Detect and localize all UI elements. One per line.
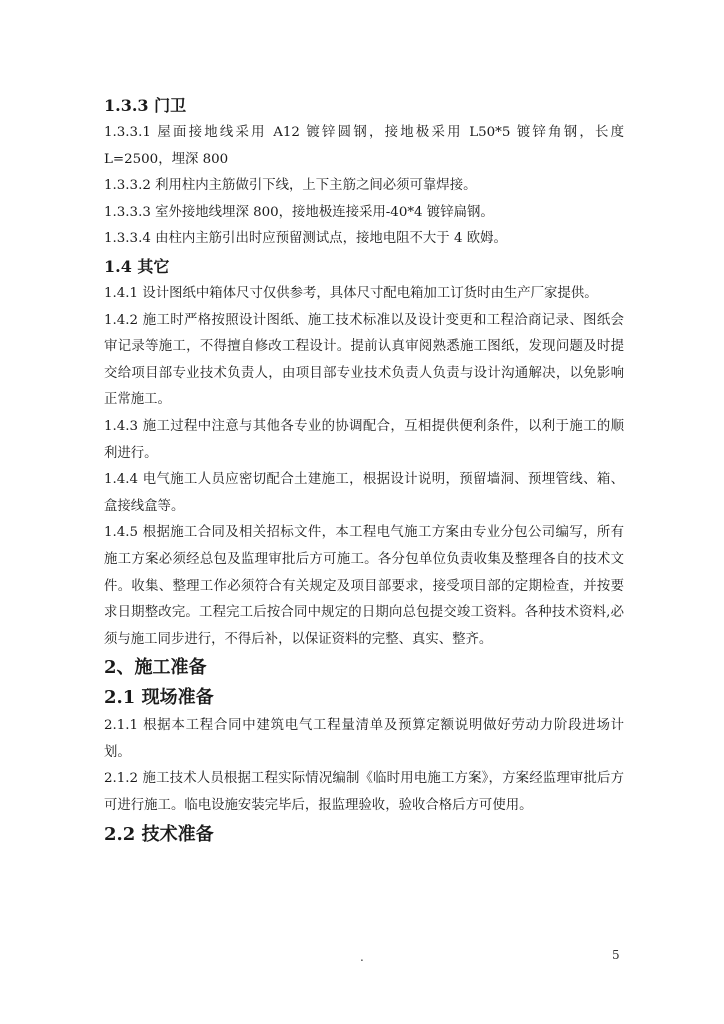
paragraph: 1.3.3.2 利用柱内主筋做引下线，上下主筋之间必须可靠焊接。 (104, 178, 477, 194)
section-heading: 1.4 其它 (104, 256, 170, 276)
paragraph: 1.4.4 电气施工人员应密切配合土建施工，根据设计说明，预留墙洞、预埋管线、箱、盒接线盒等。 (104, 472, 624, 514)
paragraph: 1.4.1 设计图纸中箱体尺寸仅供参考，具体尺寸配电箱加工订货时由生产厂家提供。 (104, 285, 598, 301)
paragraph: 1.4.3 施工过程中注意与其他各专业的协调配合，互相提供便利条件，以利于施工的顺利进行。 (104, 418, 624, 461)
section-heading: 1.3.3 门卫 (104, 96, 187, 115)
chapter-heading: 2.2 技术准备 (104, 823, 214, 845)
paragraph: 2.1.1 根据本工程合同中建筑电气工程量清单及预算定额说明做好劳动力阶段进场计划。 (104, 718, 624, 760)
paragraph: 1.3.3.1 屋面接地线采用 A12 镀锌圆钢，接地极采用 L50*5 镀锌角钢，长度 L=2500，埋深 800 (104, 125, 624, 167)
chapter-heading: 2.1 现场准备 (104, 687, 214, 709)
paragraph: 1.4.5 根据施工合同及相关招标文件，本工程电气施工方案由专业分包公司编写，所有施工方案必须经总包及监理审批后方可施工。各分包单位负责收集及整理各自的技术文件。收集、整理工作必须符合有关规定及项目部要求，接受项目部的定期检查，并按要求日期整改完。工程完工后按合同中规定的日期向总包提交竣工资料。各种技术资料,必须与施工同步进行，不得后补，以保证资料的完整、真实、整齐。 (104, 525, 624, 647)
paragraph: 1.3.3.3 室外接地线埋深 800，接地极连接采用-40*4 镀锌扁钢。 (104, 204, 494, 220)
paragraph: 1.4.2 施工时严格按照设计图纸、施工技术标准以及设计变更和工程洽商记录、图纸会审记录等施工，不得擅自修改工程设计。提前认真审阅熟悉施工图纸，发现问题及时提交给项目部专业技术负责人，由项目部专业技术负责人负责与设计沟通解决，以免影响正常施工。 (104, 312, 624, 408)
paragraph: 2.1.2 施工技术人员根据工程实际情况编制《临时用电施工方案》，方案经监理审批后方可进行施工。临电设施安装完毕后，报监理验收，验收合格后方可使用。 (104, 771, 624, 814)
document-body (104, 92, 624, 850)
chapter-heading: 2、施工准备 (104, 657, 207, 679)
page-number: 5 (612, 948, 620, 962)
paragraph: 1.3.3.4 由柱内主筋引出时应预留测试点，接地电阻不大于 4 欧姆。 (104, 231, 507, 247)
footer-mark: . (360, 950, 364, 964)
